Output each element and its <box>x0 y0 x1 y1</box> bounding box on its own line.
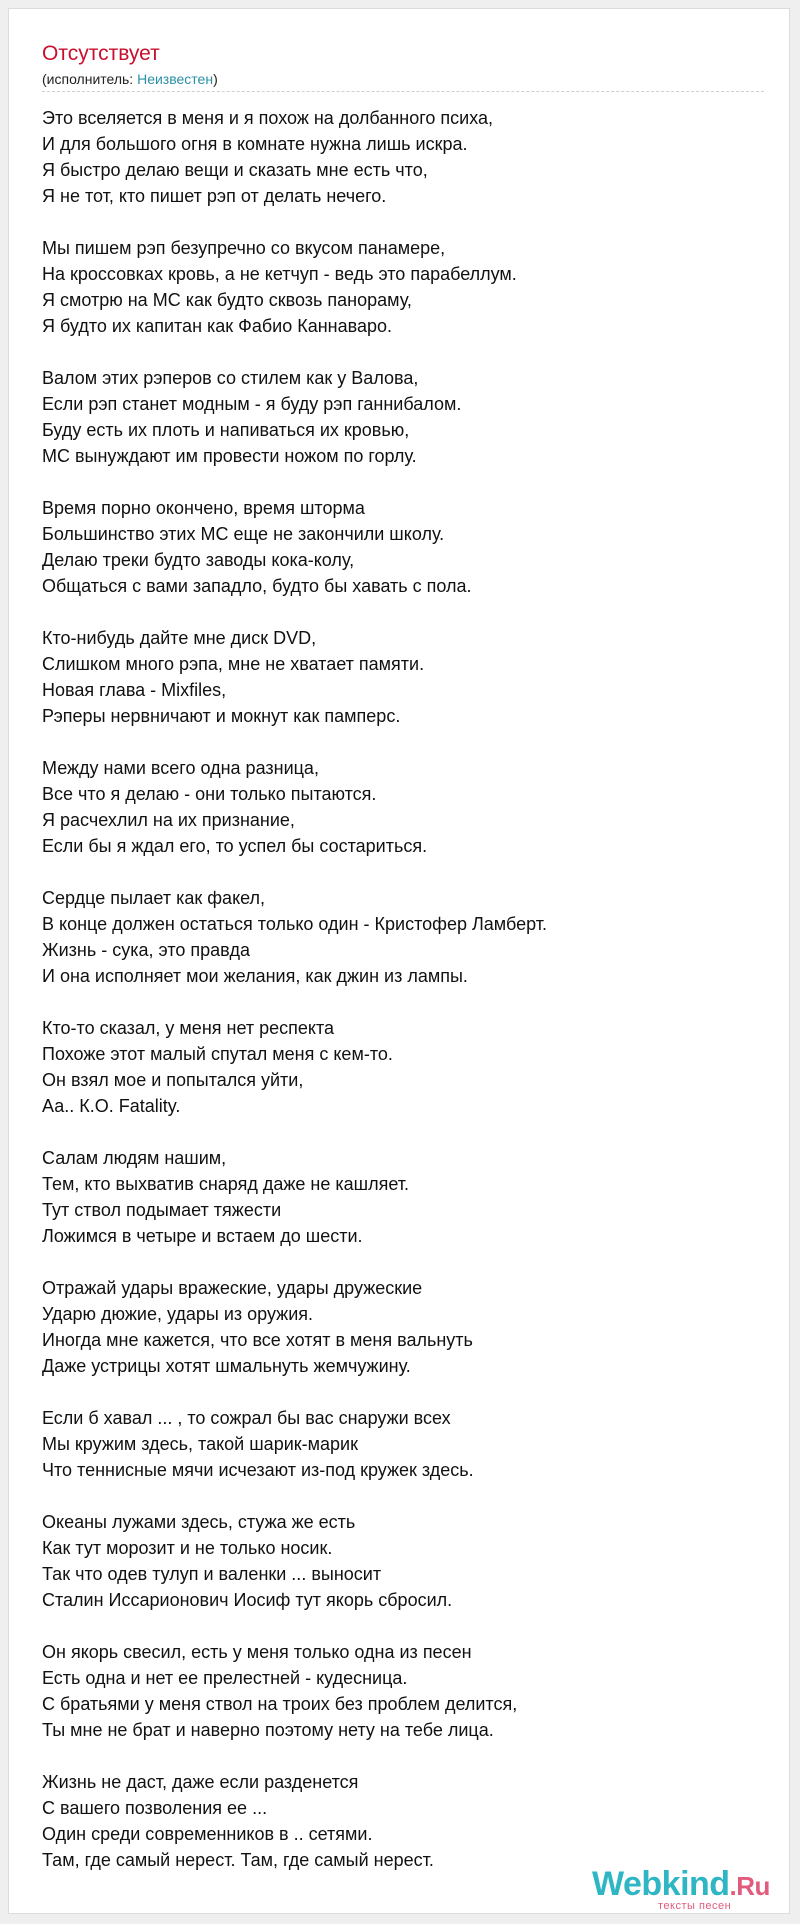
lyric-line: Так что одев тулуп и валенки ... выносит <box>42 1564 382 1584</box>
lyric-line: Рэперы нервничают и мокнут как памперс. <box>42 706 401 726</box>
lyric-line: Салам людям нашим, <box>42 1148 227 1168</box>
logo-tld: .Ru <box>729 1871 770 1901</box>
logo-tagline: тексты песен <box>658 1900 732 1912</box>
logo-wordmark <box>592 1867 770 1903</box>
lyrics-stanza <box>42 755 764 859</box>
lyric-line: Если бы я ждал его, то успел бы состариться. <box>42 836 428 856</box>
lyrics-stanza <box>42 1015 764 1119</box>
lyric-line: Все что я делаю - они только пытаются. <box>42 784 377 804</box>
lyric-line: Что теннисные мячи исчезают из-под кружек здесь. <box>42 1460 474 1480</box>
lyric-line: Валом этих рэперов со стилем как у Валова, <box>42 368 419 388</box>
lyrics-stanza <box>42 1275 764 1379</box>
artist-link[interactable]: Неизвестен <box>137 71 214 87</box>
lyric-line: Кто-то сказал, у меня нет респекта <box>42 1018 335 1038</box>
site-logo[interactable] <box>584 1867 784 1917</box>
lyrics-stanza <box>42 885 764 989</box>
lyric-line: Как тут морозит и не только носик. <box>42 1538 333 1558</box>
lyric-line: МС вынуждают им провести ножом по горлу. <box>42 446 417 466</box>
lyric-line: И она исполняет мои желания, как джин из лампы. <box>42 966 468 986</box>
lyric-line: Если б хавал ... , то сожрал бы вас снаружи всех <box>42 1408 451 1428</box>
lyric-line: Я быстро делаю вещи и сказать мне есть что, <box>42 160 428 180</box>
lyrics-stanza <box>42 105 764 209</box>
lyric-line: Мы кружим здесь, такой шарик-марик <box>42 1434 358 1454</box>
lyric-line: Если рэп станет модным - я буду рэп ганнибалом. <box>42 394 462 414</box>
lyrics-body <box>42 105 764 1899</box>
lyric-line: Сердце пылает как факел, <box>42 888 266 908</box>
lyric-line: Есть одна и нет ее прелестней - кудесница. <box>42 1668 408 1688</box>
lyric-line: Ударю дюжие, удары из оружия. <box>42 1304 314 1324</box>
lyric-line: Я расчехлил на их признание, <box>42 810 295 830</box>
artist-suffix: ) <box>213 71 218 87</box>
lyric-line: Я будто их капитан как Фабио Каннаваро. <box>42 316 393 336</box>
lyric-line: Иногда мне кажется, что все хотят в меня вальнуть <box>42 1330 473 1350</box>
lyric-line: Общаться с вами западло, будто бы хавать с пола. <box>42 576 472 596</box>
lyric-line: На кроссовках кровь, а не кетчуп - ведь это парабеллум. <box>42 264 517 284</box>
lyric-line: С братьями у меня ствол на троих без проблем делится, <box>42 1694 518 1714</box>
lyric-line: И для большого огня в комнате нужна лишь искра. <box>42 134 468 154</box>
lyrics-stanza <box>42 1405 764 1483</box>
lyric-line: Жизнь - сука, это правда <box>42 940 251 960</box>
lyric-line: Аа.. К.О. Fatality. <box>42 1096 181 1116</box>
lyric-line: Я не тот, кто пишет рэп от делать нечего. <box>42 186 387 206</box>
lyrics-stanza <box>42 1639 764 1743</box>
lyrics-page <box>8 8 790 1914</box>
lyric-line: Я смотрю на МС как будто сквозь панораму, <box>42 290 412 310</box>
lyrics-stanza <box>42 1509 764 1613</box>
lyric-line: Он якорь свесил, есть у меня только одна из песен <box>42 1642 472 1662</box>
lyric-line: Новая глава - Mixfiles, <box>42 680 227 700</box>
lyric-line: Делаю треки будто заводы кока-колу, <box>42 550 355 570</box>
lyric-line: Он взял мое и попытался уйти, <box>42 1070 304 1090</box>
lyric-line: В конце должен остаться только один - Кристофер Ламберт. <box>42 914 547 934</box>
lyric-line: С вашего позволения ее ... <box>42 1798 268 1818</box>
lyrics-stanza <box>42 235 764 339</box>
lyric-line: Похоже этот малый спутал меня с кем-то. <box>42 1044 393 1064</box>
lyric-line: Это вселяется в меня и я похож на долбанного психа, <box>42 108 494 128</box>
lyric-line: Буду есть их плоть и напиваться их кровью, <box>42 420 410 440</box>
lyrics-stanza <box>42 625 764 729</box>
lyric-line: Тут ствол подымает тяжести <box>42 1200 282 1220</box>
lyric-line: Ты мне не брат и наверно поэтому нету на тебе лица. <box>42 1720 494 1740</box>
lyric-line: Между нами всего одна разница, <box>42 758 319 778</box>
lyrics-stanza <box>42 1145 764 1249</box>
lyric-line: Там, где самый нерест. Там, где самый нерест. <box>42 1850 434 1870</box>
divider <box>42 91 764 92</box>
logo-word: Webkind <box>592 1865 730 1903</box>
lyric-line: Мы пишем рэп безупречно со вкусом панамере, <box>42 238 446 258</box>
lyrics-stanza <box>42 1769 764 1873</box>
lyrics-stanza <box>42 365 764 469</box>
lyric-line: Большинство этих МС еще не закончили школу. <box>42 524 445 544</box>
artist-prefix: (исполнитель: <box>42 71 138 87</box>
lyric-line: Ложимся в четыре и встаем до шести. <box>42 1226 363 1246</box>
lyric-line: Тем, кто выхватив снаряд даже не кашляет. <box>42 1174 410 1194</box>
lyric-line: Океаны лужами здесь, стужа же есть <box>42 1512 356 1532</box>
lyric-line: Сталин Иссарионович Иосиф тут якорь сбросил. <box>42 1590 453 1610</box>
lyric-line: Даже устрицы хотят шмальнуть жемчужину. <box>42 1356 411 1376</box>
lyric-line: Один среди современников в .. сетями. <box>42 1824 373 1844</box>
lyric-line: Кто-нибудь дайте мне диск DVD, <box>42 628 317 648</box>
song-title: Отсутствует <box>42 42 160 65</box>
lyric-line: Отражай удары вражеские, удары дружеские <box>42 1278 423 1298</box>
lyrics-stanza <box>42 495 764 599</box>
lyric-line: Слишком много рэпа, мне не хватает памяти. <box>42 654 425 674</box>
lyric-line: Время порно окончено, время шторма <box>42 498 365 518</box>
lyric-line: Жизнь не даст, даже если разденется <box>42 1772 359 1792</box>
artist-line <box>42 71 218 87</box>
